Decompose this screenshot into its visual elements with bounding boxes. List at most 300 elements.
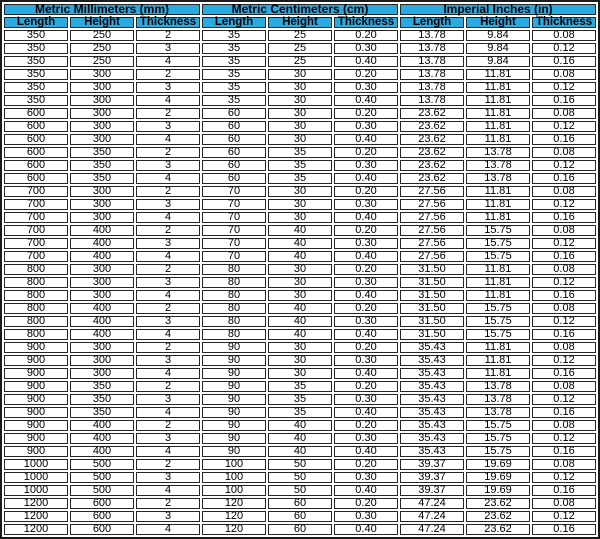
table-cell: 0.16 [532,134,596,145]
table-row [4,329,596,340]
table-cell: 250 [70,43,134,54]
table-cell: 0.20 [334,225,398,236]
table-cell: 31.50 [400,264,464,275]
table-row [4,82,596,93]
table-cell: 1000 [4,472,68,483]
table-cell: 70 [202,212,266,223]
table-cell: 0.40 [334,134,398,145]
table-cell: 31.50 [400,290,464,301]
table-cell: 2 [136,264,200,275]
table-cell: 4 [136,134,200,145]
table-row [4,524,596,535]
table-cell: 0.16 [532,290,596,301]
table-cell: 3 [136,238,200,249]
table-cell: 0.20 [334,186,398,197]
table-cell: 400 [70,225,134,236]
table-cell: 900 [4,394,68,405]
table-cell: 35 [202,56,266,67]
table-cell: 90 [202,433,266,444]
table-cell: 3 [136,199,200,210]
table-cell: 3 [136,316,200,327]
table-cell: 300 [70,355,134,366]
table-cell: 120 [202,498,266,509]
table-cell: 0.30 [334,472,398,483]
table-cell: 13.78 [466,407,530,418]
table-cell: 0.30 [334,238,398,249]
table-cell: 350 [70,381,134,392]
table-cell: 11.81 [466,186,530,197]
table-cell: 70 [202,238,266,249]
table-cell: 0.16 [532,95,596,106]
table-cell: 1000 [4,459,68,470]
table-cell: 35.43 [400,407,464,418]
table-cell: 60 [268,511,332,522]
table-cell: 25 [268,56,332,67]
table-cell: 300 [70,290,134,301]
table-row [4,186,596,197]
table-cell: 300 [70,121,134,132]
table-cell: 0.12 [532,160,596,171]
table-cell: 27.56 [400,251,464,262]
table-cell: 0.20 [334,420,398,431]
table-cell: 11.81 [466,264,530,275]
table-row [4,459,596,470]
table-cell: 0.40 [334,212,398,223]
table-cell: 90 [202,381,266,392]
table-cell: 0.40 [334,290,398,301]
table-cell: 30 [268,108,332,119]
table-row [4,30,596,41]
table-cell: 0.30 [334,43,398,54]
table-row [4,121,596,132]
table-cell: 0.20 [334,264,398,275]
table-cell: 0.08 [532,459,596,470]
table-cell: 15.75 [466,251,530,262]
table-cell: 300 [70,199,134,210]
table-cell: 40 [268,225,332,236]
table-cell: 0.08 [532,420,596,431]
table-cell: 2 [136,498,200,509]
table-cell: 250 [70,30,134,41]
table-row [4,511,596,522]
table-row [4,238,596,249]
table-cell: 23.62 [466,524,530,535]
table-cell: 70 [202,199,266,210]
table-row [4,108,596,119]
table-cell: 23.62 [466,498,530,509]
table-cell: 0.30 [334,433,398,444]
table-cell: 40 [268,238,332,249]
table-cell: 100 [202,459,266,470]
table-cell: 900 [4,381,68,392]
column-header-mm-thickness: Thickness [136,17,200,28]
table-cell: 39.37 [400,485,464,496]
table-cell: 0.12 [532,316,596,327]
table-cell: 35.43 [400,381,464,392]
table-cell: 15.75 [466,420,530,431]
table-cell: 60 [268,498,332,509]
table-cell: 23.62 [400,147,464,158]
table-cell: 0.40 [334,368,398,379]
table-cell: 0.30 [334,160,398,171]
table-cell: 350 [70,173,134,184]
table-cell: 50 [268,459,332,470]
table-cell: 35 [268,407,332,418]
table-row [4,316,596,327]
table-cell: 4 [136,368,200,379]
table-cell: 400 [70,433,134,444]
table-cell: 0.16 [532,173,596,184]
table-cell: 39.37 [400,459,464,470]
table-cell: 300 [70,82,134,93]
table-row [4,199,596,210]
table-cell: 0.12 [532,121,596,132]
table-cell: 0.20 [334,459,398,470]
table-cell: 19.69 [466,485,530,496]
table-cell: 23.62 [400,108,464,119]
table-cell: 0.08 [532,498,596,509]
table-cell: 0.30 [334,277,398,288]
group-header-imperial-inches: Imperial Inches (in) [400,4,596,15]
table-cell: 11.81 [466,82,530,93]
table-cell: 350 [4,95,68,106]
table-cell: 40 [268,303,332,314]
table-cell: 0.30 [334,82,398,93]
table-cell: 4 [136,212,200,223]
table-cell: 31.50 [400,329,464,340]
table-cell: 11.81 [466,290,530,301]
table-cell: 2 [136,381,200,392]
table-cell: 9.84 [466,43,530,54]
table-cell: 600 [4,121,68,132]
table-cell: 300 [70,212,134,223]
table-cell: 120 [202,524,266,535]
table-cell: 35 [268,173,332,184]
column-header-mm-length: Length [4,17,68,28]
table-cell: 13.78 [466,173,530,184]
table-cell: 300 [70,69,134,80]
table-row [4,251,596,262]
table-cell: 27.56 [400,238,464,249]
table-cell: 30 [268,95,332,106]
table-cell: 800 [4,316,68,327]
table-cell: 11.81 [466,277,530,288]
table-cell: 80 [202,290,266,301]
table-cell: 0.30 [334,355,398,366]
table-cell: 90 [202,342,266,353]
table-cell: 600 [70,524,134,535]
table-cell: 900 [4,446,68,457]
table-cell: 0.20 [334,303,398,314]
table-cell: 35.43 [400,420,464,431]
table-cell: 0.40 [334,485,398,496]
table-cell: 0.16 [532,329,596,340]
table-cell: 31.50 [400,277,464,288]
table-cell: 35.43 [400,342,464,353]
table-cell: 13.78 [400,95,464,106]
table-cell: 80 [202,264,266,275]
table-cell: 25 [268,30,332,41]
table-cell: 0.12 [532,43,596,54]
table-cell: 11.81 [466,355,530,366]
table-cell: 400 [70,420,134,431]
table-cell: 0.12 [532,82,596,93]
table-cell: 400 [70,329,134,340]
table-cell: 35.43 [400,394,464,405]
table-cell: 35 [202,95,266,106]
table-cell: 1000 [4,485,68,496]
column-header-row [4,17,596,28]
table-row [4,303,596,314]
table-row [4,147,596,158]
table-row [4,355,596,366]
table-cell: 60 [202,121,266,132]
table-cell: 0.40 [334,524,398,535]
table-cell: 350 [4,69,68,80]
table-cell: 60 [202,147,266,158]
table-cell: 15.75 [466,316,530,327]
table-cell: 23.62 [400,173,464,184]
table-cell: 600 [70,511,134,522]
table-cell: 2 [136,459,200,470]
column-header-cm-height: Height [268,17,332,28]
table-cell: 300 [70,108,134,119]
table-cell: 0.16 [532,446,596,457]
table-cell: 30 [268,368,332,379]
table-cell: 2 [136,342,200,353]
table-cell: 0.20 [334,498,398,509]
table-cell: 35 [202,43,266,54]
table-cell: 3 [136,43,200,54]
table-cell: 1200 [4,524,68,535]
table-cell: 30 [268,186,332,197]
table-cell: 4 [136,290,200,301]
table-cell: 700 [4,199,68,210]
table-cell: 90 [202,446,266,457]
table-cell: 0.20 [334,147,398,158]
table-cell: 0.12 [532,394,596,405]
table-cell: 9.84 [466,30,530,41]
table-cell: 11.81 [466,212,530,223]
table-cell: 0.16 [532,212,596,223]
table-row [4,173,596,184]
table-cell: 35 [268,394,332,405]
table-cell: 3 [136,355,200,366]
table-cell: 100 [202,485,266,496]
table-cell: 13.78 [400,82,464,93]
table-cell: 800 [4,329,68,340]
table-cell: 23.62 [400,134,464,145]
table-cell: 30 [268,277,332,288]
table-cell: 35 [202,30,266,41]
table-cell: 350 [4,43,68,54]
table-cell: 0.12 [532,472,596,483]
table-cell: 400 [70,251,134,262]
table-row [4,212,596,223]
table-cell: 11.81 [466,342,530,353]
table-cell: 47.24 [400,524,464,535]
group-header-metric-millimeters: Metric Millimeters (mm) [4,4,200,15]
table-cell: 4 [136,251,200,262]
table-cell: 350 [70,407,134,418]
table-cell: 0.12 [532,199,596,210]
table-cell: 600 [4,147,68,158]
table-cell: 800 [4,264,68,275]
table-cell: 25 [268,43,332,54]
table-cell: 4 [136,485,200,496]
table-row [4,160,596,171]
table-cell: 0.40 [334,95,398,106]
table-cell: 900 [4,420,68,431]
table-cell: 600 [4,173,68,184]
table-cell: 700 [4,225,68,236]
table-cell: 30 [268,69,332,80]
table-cell: 40 [268,316,332,327]
table-body [4,30,596,535]
table-cell: 30 [268,82,332,93]
table-cell: 70 [202,225,266,236]
table-cell: 300 [70,134,134,145]
table-row [4,433,596,444]
table-cell: 13.78 [400,43,464,54]
table-cell: 13.78 [466,394,530,405]
table-cell: 13.78 [400,69,464,80]
table-cell: 0.40 [334,446,398,457]
table-cell: 0.40 [334,173,398,184]
table-cell: 0.12 [532,355,596,366]
table-cell: 300 [70,368,134,379]
table-cell: 4 [136,56,200,67]
column-header-in-height: Height [466,17,530,28]
table-cell: 15.75 [466,329,530,340]
table-cell: 40 [268,420,332,431]
table-cell: 4 [136,173,200,184]
table-cell: 60 [268,524,332,535]
table-cell: 900 [4,342,68,353]
table-cell: 0.20 [334,381,398,392]
table-cell: 0.30 [334,394,398,405]
table-cell: 800 [4,303,68,314]
table-cell: 23.62 [400,160,464,171]
table-row [4,69,596,80]
table-row [4,95,596,106]
table-cell: 30 [268,355,332,366]
table-cell: 0.40 [334,407,398,418]
table-cell: 30 [268,290,332,301]
table-cell: 2 [136,186,200,197]
table-cell: 300 [70,95,134,106]
table-cell: 4 [136,446,200,457]
table-cell: 3 [136,160,200,171]
table-cell: 0.16 [532,56,596,67]
table-cell: 30 [268,199,332,210]
table-cell: 47.24 [400,511,464,522]
table-cell: 50 [268,485,332,496]
table-cell: 30 [268,342,332,353]
table-cell: 600 [4,160,68,171]
table-cell: 19.69 [466,472,530,483]
table-row [4,407,596,418]
table-cell: 40 [268,446,332,457]
table-cell: 700 [4,212,68,223]
table-cell: 0.40 [334,251,398,262]
table-cell: 27.56 [400,212,464,223]
table-cell: 60 [202,173,266,184]
table-cell: 2 [136,30,200,41]
table-row [4,277,596,288]
table-row [4,264,596,275]
table-cell: 15.75 [466,238,530,249]
table-cell: 0.08 [532,30,596,41]
table-cell: 4 [136,95,200,106]
table-cell: 35.43 [400,368,464,379]
table-cell: 900 [4,355,68,366]
table-row [4,485,596,496]
table-cell: 50 [268,472,332,483]
table-cell: 0.40 [334,329,398,340]
table-cell: 700 [4,251,68,262]
table-cell: 4 [136,329,200,340]
table-cell: 0.08 [532,381,596,392]
table-cell: 27.56 [400,186,464,197]
table-cell: 800 [4,277,68,288]
table-cell: 11.81 [466,69,530,80]
table-cell: 27.56 [400,199,464,210]
table-cell: 11.81 [466,121,530,132]
table-row [4,342,596,353]
table-cell: 120 [202,511,266,522]
table-cell: 350 [70,147,134,158]
table-cell: 11.81 [466,199,530,210]
table-cell: 90 [202,407,266,418]
table-row [4,381,596,392]
table-row [4,56,596,67]
table-cell: 47.24 [400,498,464,509]
table-cell: 30 [268,212,332,223]
table-cell: 35 [202,69,266,80]
table-row [4,472,596,483]
table-cell: 900 [4,433,68,444]
table-cell: 13.78 [466,381,530,392]
table-cell: 35.43 [400,446,464,457]
table-cell: 350 [4,56,68,67]
table-cell: 13.78 [466,160,530,171]
table-cell: 35 [268,147,332,158]
table-cell: 400 [70,303,134,314]
table-row [4,394,596,405]
table-cell: 11.81 [466,95,530,106]
table-cell: 0.08 [532,147,596,158]
column-header-cm-length: Length [202,17,266,28]
table-cell: 80 [202,329,266,340]
table-cell: 2 [136,303,200,314]
table-cell: 3 [136,277,200,288]
table-cell: 600 [4,134,68,145]
table-cell: 60 [202,134,266,145]
table-row [4,368,596,379]
table-cell: 0.30 [334,511,398,522]
table-cell: 700 [4,238,68,249]
table-cell: 700 [4,186,68,197]
table-row [4,498,596,509]
table-cell: 400 [70,316,134,327]
table-cell: 500 [70,459,134,470]
table-cell: 40 [268,329,332,340]
table-cell: 3 [136,394,200,405]
table-header [4,4,596,28]
table-cell: 70 [202,251,266,262]
column-header-in-length: Length [400,17,464,28]
